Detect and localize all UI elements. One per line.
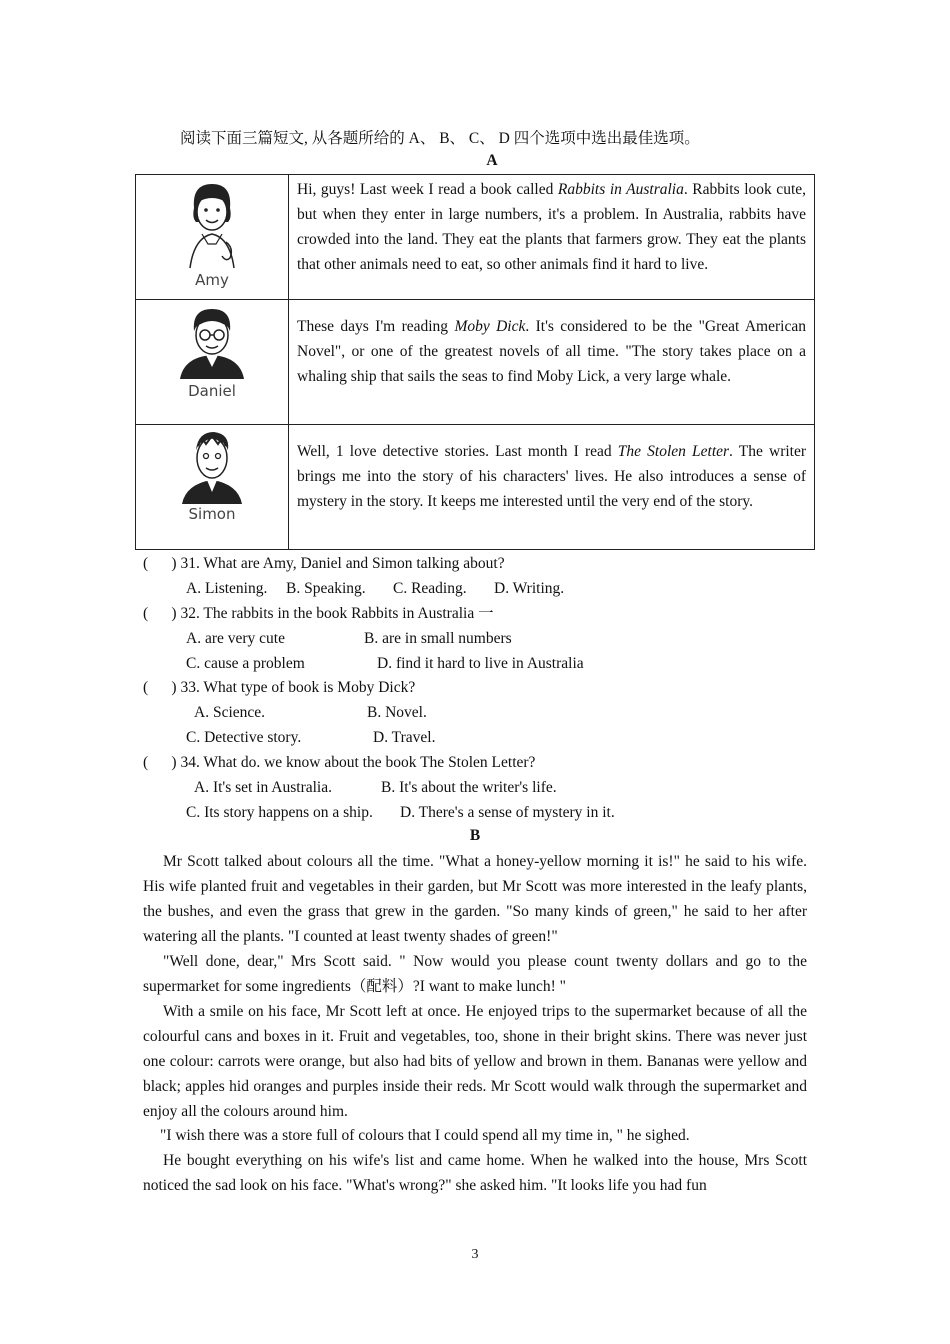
q32-option-d: D. find it hard to live in Australia <box>377 655 584 672</box>
daniel-text <box>289 300 815 425</box>
daniel-cell <box>136 300 289 425</box>
daniel-book-title: Moby Dick <box>454 318 526 335</box>
q33-option-d: D. Travel. <box>373 729 436 746</box>
q31-option-a: A. Listening. <box>186 580 268 597</box>
q32-option-c: C. cause a problem <box>186 655 305 672</box>
daniel-name: Daniel <box>188 382 236 400</box>
amy-name: Amy <box>195 271 229 289</box>
question-34: ( ) 34. What do. we know about the book The Stolen Letter? <box>143 754 536 771</box>
simon-text-pre: Well, 1 love detective stories. Last month I read <box>297 443 618 460</box>
simon-portrait <box>172 428 252 506</box>
passage-b-paragraph-4: "I wish there was a store full of colours that I could spend all my time in, " he sighed. <box>160 1127 690 1144</box>
q34-option-b: B. It's about the writer's life. <box>381 779 557 796</box>
instruction: 阅读下面三篇短文, 从各题所给的 A、 B、 C、 D 四个选项中选出最佳选项。 <box>180 130 700 147</box>
amy-text-post: . Rabbits look cute, but when they enter in large numbers, it's a problem. In Australia, rabbits have crowded into the land. They eat the plants that farmers grow. They eat the plants that other animals need to eat, so other animals find it hard to live. <box>297 181 807 273</box>
q32-option-b: B. are in small numbers <box>364 630 512 647</box>
amy-text-pre: Hi, guys! Last week I read a book called <box>297 181 558 198</box>
question-33: ( ) 33. What type of book is Moby Dick? <box>143 679 416 696</box>
passage-b-paragraph-2: "Well done, dear," Mrs Scott said. " Now would you please count twenty dollars and go to the supermarket for some ingredients（配料）?I want to make lunch! " <box>143 953 807 995</box>
passage-b-paragraph-5: He bought everything on his wife's list and came home. When he walked into the house, Mrs Scott noticed the sad look on his face. "What's wrong?" she asked him. "It looks life you had fun <box>143 1152 807 1194</box>
amy-book-title: Rabbits in Australia <box>557 181 684 198</box>
daniel-text-pre: These days I'm reading <box>297 318 455 335</box>
daniel-portrait <box>172 305 252 381</box>
q33-option-b: B. Novel. <box>367 704 427 721</box>
simon-cell <box>136 425 289 550</box>
q33-option-c: C. Detective story. <box>186 729 302 746</box>
question-32: ( ) 32. The rabbits in the book Rabbits in Australia 一 <box>143 605 494 622</box>
q31-option-b: B. Speaking. <box>286 580 366 597</box>
q33-option-a: A. Science. <box>194 704 266 721</box>
amy-cell <box>136 175 289 300</box>
q34-option-a: A. It's set in Australia. <box>194 779 332 796</box>
q31-option-c: C. Reading. <box>393 580 467 597</box>
amy-portrait <box>172 178 252 274</box>
section-a-title: A <box>486 152 498 169</box>
simon-text <box>289 425 815 550</box>
passage-b-paragraph-3: With a smile on his face, Mr Scott left at once. He enjoyed trips to the supermarket because of all the colourful cans and boxes in it. Fruit and vegetables, too, shone in their bright skins. There was never just one colour: carrots were orange, but also had bits of yellow and brown in them. Bananas were yellow and black; apples hid oranges and purples inside their reds. Mr Scott would walk through the supermarket and enjoy all the colours around him. <box>143 1003 807 1120</box>
simon-text-post: . The writer brings me into the story of his characters' lives. He also introduces a sense of mystery in the story. It keeps me interested until the very end of the story. <box>297 443 807 510</box>
section-b-title: B <box>469 827 481 844</box>
passage-b-paragraph-1: Mr Scott talked about colours all the time. "What a honey-yellow morning it is!" he said to his wife. His wife planted fruit and vegetables in their garden, but Mr Scott was more interested in the leafy plants, the bushes, and even the grass that grew in the garden. "So many kinds of green," he said to her after watering all the plants. "I counted at least twenty shades of green!" <box>143 853 807 945</box>
q32-option-a: A. are very cute <box>186 630 285 647</box>
q34-option-c: C. Its story happens on a ship. <box>186 804 373 821</box>
simon-book-title: The Stolen Letter <box>617 443 730 460</box>
daniel-text-post: . It's considered to be the "Great American Novel", or one of the greatest novels of all time. "The story takes place on a whaling ship that sails the seas to find Moby Lick, a very large whale. <box>297 318 806 385</box>
people-table <box>135 174 815 550</box>
q34-option-d: D. There's a sense of mystery in it. <box>400 804 615 821</box>
amy-text <box>289 175 815 300</box>
page-number: 3 <box>471 1247 479 1262</box>
question-31: ( ) 31. What are Amy, Daniel and Simon talking about? <box>143 555 505 572</box>
simon-name: Simon <box>188 505 236 523</box>
q31-option-d: D. Writing. <box>494 580 565 597</box>
